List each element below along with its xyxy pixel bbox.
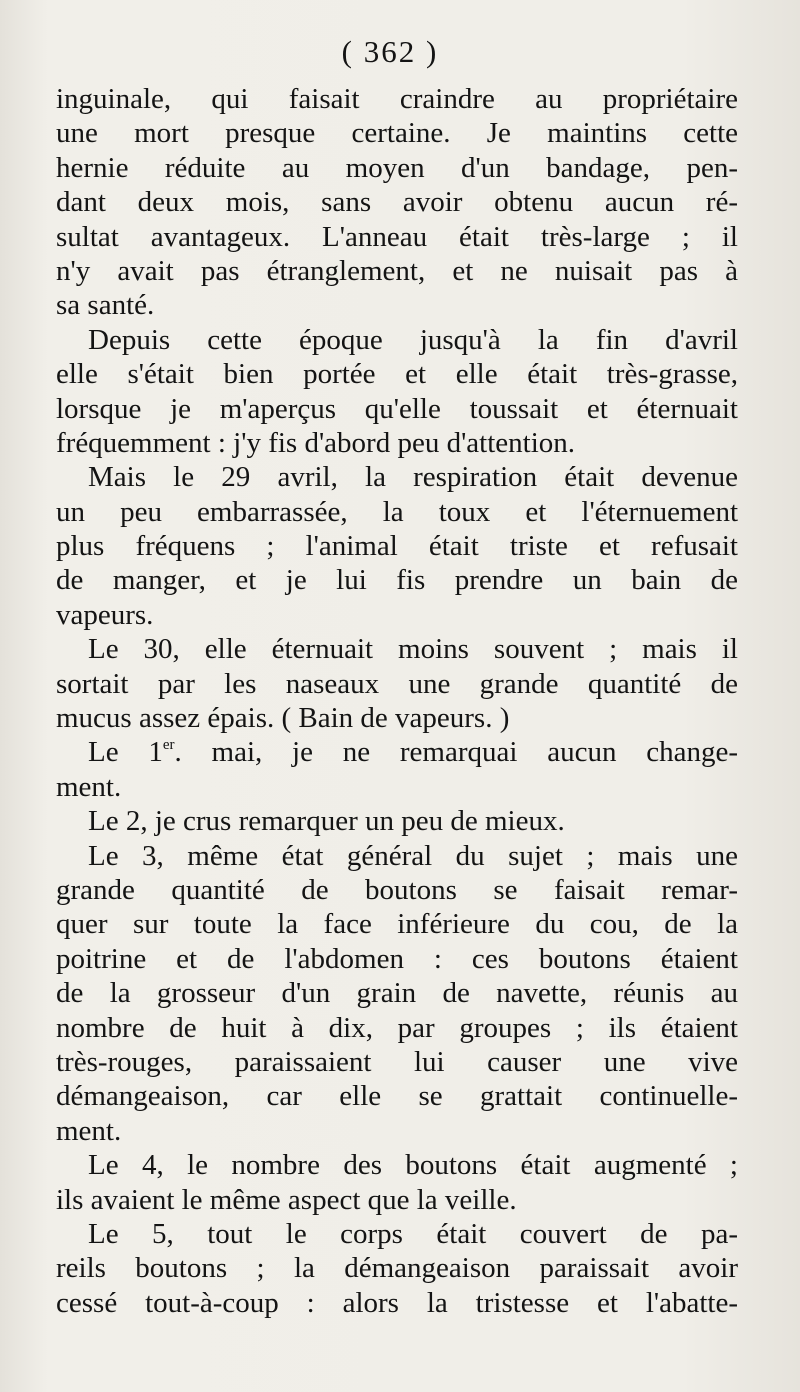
text-line: Mais le 29 avril, la respiration était devenue [88, 461, 738, 494]
text-line: mucus assez épais. ( Bain de vapeurs. ) [56, 702, 510, 735]
text-line: une mort presque certaine. Je maintins cette [56, 117, 738, 150]
text-line: elle s'était bien portée et elle était très-grasse, [56, 358, 738, 391]
text-line: cessé tout-à-coup : alors la tristesse et l'abatte- [56, 1286, 738, 1319]
text-line: Depuis cette époque jusqu'à la fin d'avril [88, 323, 738, 356]
text-line: fréquemment : j'y fis d'abord peu d'attention. [56, 426, 576, 459]
text-line: sultat avantageux. L'anneau était très-large ; il [56, 220, 738, 253]
text-line: dant deux mois, sans avoir obtenu aucun ré- [56, 186, 738, 219]
text-line: un peu embarrassée, la toux et l'éternuement [56, 495, 738, 528]
text-line: Le 3, même état général du sujet ; mais une [88, 839, 738, 872]
text-line: lorsque je m'aperçus qu'elle toussait et éternuait [56, 392, 738, 425]
text-line: très-rouges, paraissaient lui causer une vive [56, 1045, 738, 1078]
text-line: Le 1er. mai, je ne remarquai aucun change- [88, 736, 738, 769]
page-number: ( 362 ) [341, 34, 439, 69]
body-text [56, 82, 738, 1320]
text-line: vapeurs. [56, 598, 154, 631]
text-line: poitrine et de l'abdomen : ces boutons étaient [56, 942, 738, 975]
text-line: grande quantité de boutons se faisait remar- [56, 873, 738, 906]
text-line: inguinale, qui faisait craindre au propriétaire [56, 83, 738, 115]
text-line: de manger, et je lui fis prendre un bain de [56, 564, 738, 597]
text-line: de la grosseur d'un grain de navette, réunis au [56, 977, 738, 1010]
text-line: ment. [56, 1114, 122, 1147]
text-line: Le 5, tout le corps était couvert de pa- [88, 1217, 738, 1250]
text-line: sa santé. [56, 289, 155, 322]
text-line: ils avaient le même aspect que la veille. [56, 1183, 517, 1216]
text-line: n'y avait pas étranglement, et ne nuisait pas à [56, 254, 738, 287]
ordinal-superscript: er [162, 737, 175, 754]
text-line: Le 2, je crus remarquer un peu de mieux. [88, 805, 565, 838]
text-line: Le 30, elle éternuait moins souvent ; mais il [88, 633, 738, 666]
text-line: démangeaison, car elle se grattait continuelle- [56, 1080, 738, 1113]
text-line: reils boutons ; la démangeaison paraissait avoir [56, 1252, 738, 1285]
text-line: ment. [56, 770, 122, 803]
text-line: quer sur toute la face inférieure du cou, de la [56, 908, 738, 941]
text-line: plus fréquens ; l'animal était triste et refusait [56, 530, 738, 563]
text-line: sortait par les naseaux une grande quantité de [56, 667, 738, 700]
text-line: hernie réduite au moyen d'un bandage, pen- [56, 151, 738, 184]
text-line: Le 4, le nombre des boutons était augmenté ; [88, 1149, 738, 1182]
text-line: nombre de huit à dix, par groupes ; ils étaient [56, 1011, 738, 1044]
